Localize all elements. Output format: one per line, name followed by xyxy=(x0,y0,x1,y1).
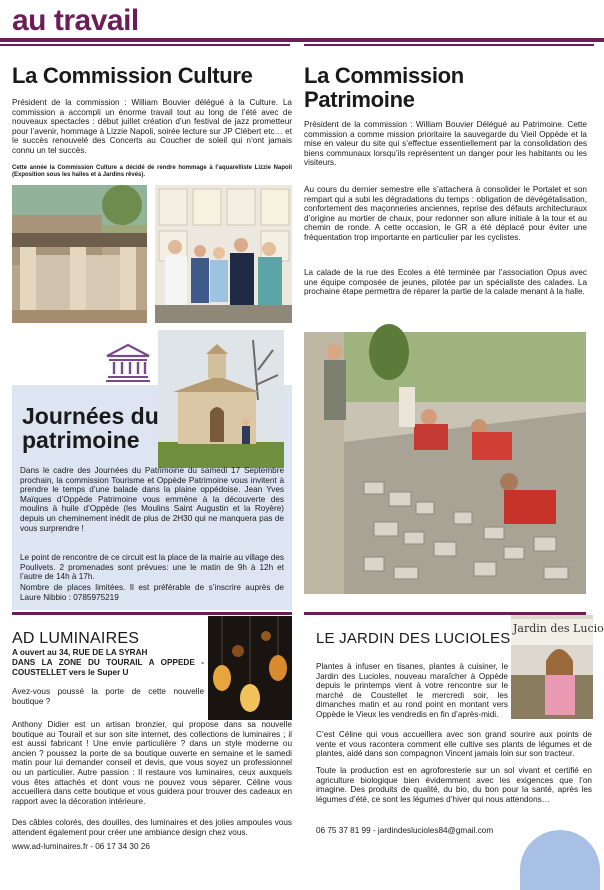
luminaires-paragraph-2-text: Anthony Didier est un artisan bronzier, qui propose dans sa nouvelle boutique au Tourail et sur son site internet, des collections de luminaires ; il est aussi fabricant ! Une envie particulière ? dans un style moderne ou ancien ? poussez la porte de sa boutique ouverte en semaine et le samedi matin pour lui demander conseil et devis, que vous soyez un professionnel ou un particulier. Autre passion : Il restaure vos luminaires, ceux auxquels vous êtes attachés et dont vous ne pouvez vous séparer. Céline vous accueillera dans cette boutique et vous guidera pour trouver des cadeaux en rapport avec la décoration intérieure. xyxy=(12,720,292,806)
journees-paragraph-2: Le point de rencontre de ce circuit est la place de la mairie au village des Poulivets. 2 promenades sont prévues: une le matin de 9h à 12h et l’autre de 14h à 17h. xyxy=(20,553,284,582)
journees-title-line1: Journées du xyxy=(22,403,159,429)
lamps-photo xyxy=(208,616,292,720)
patrimoine-paragraph-1: Président de la commission : William Bouvier Délégué au Patrimoine. Cette commission a comme mission prioritaire la sauvegarde du Vieil Oppède et la mise en valeur du site qui s’effectue essentiellement par la consolidation des biens communaux lorsqu’ils représentent un danger pour les habitants ou les visiteurs. xyxy=(304,120,587,168)
luminaires-paragraph-1: Avez-vous poussé la porte de cette nouvelle boutique ? xyxy=(12,687,204,706)
journees-paragraph-3: Nombre de places limitées. Il est préférable de s’inscrire auprès de Laure Nibbio : 0785975219 xyxy=(20,583,284,602)
luminaires-zone: DANS LA ZONE DU TOURAIL A OPPEDE - COUSTELLET vers le Super U xyxy=(12,658,204,677)
lucioles-contact: 06 75 37 81 99 - jardindeslucioles84@gmail.com xyxy=(316,826,494,835)
chapel-photo xyxy=(158,330,284,468)
patrimoine-title-line2: Patrimoine xyxy=(304,87,415,112)
culture-note: Cette année la Commission Culture a décidé de rendre hommage à l’aquarelliste Lizzie Napoli (Exposition sous les halles et à Jardins rêvés). xyxy=(12,165,292,178)
luminaires-paragraph-3: Des câbles colorés, des douilles, des luminaires et des jolies ampoules vous attendent également pour créer une ambiance design chez vous. xyxy=(12,818,292,837)
culture-title: La Commission Culture xyxy=(12,63,253,88)
luminaires-title: AD LUMINAIRES xyxy=(12,630,140,647)
lucioles-title: LE JARDIN DES LUCIOLES xyxy=(316,630,511,647)
section-title: au travail xyxy=(12,4,139,37)
journees-paragraph-1: Dans le cadre des Journées du Patrimoine du samedi 17 Septembre prochain, la commission Tourisme et Oppède Patrimoine vous invitent à prendre le temps d’une balade dans la plaine oppédoise. Jean Yves Maïques d’Oppède Patrimoine vous emmène à la découverte des moulins à huile d’Oppède (les Moulins Saint Augustin et la Royère) depuis un cheminement inédit de plus de 2H30 qui ne manquera pas de vous surprendre ! xyxy=(20,466,284,533)
lucioles-sign: Jardin des Lucio xyxy=(513,622,604,635)
calade-workers-photo xyxy=(304,332,586,594)
header-subrule-left xyxy=(0,44,290,46)
luminaires-address: A ouvert au 34, RUE DE LA SYRAH xyxy=(12,648,148,657)
village-photo xyxy=(12,185,147,323)
luminaires-contact: www.ad-luminaires.fr - 06 17 34 30 26 xyxy=(12,842,150,851)
patrimoine-title-line1: La Commission xyxy=(304,63,464,88)
corner-decoration xyxy=(520,830,600,890)
luminaires-paragraph-2 xyxy=(12,720,292,806)
journees-title-line2: patrimoine xyxy=(22,427,140,453)
temple-icon xyxy=(105,343,151,383)
group-photo xyxy=(155,185,292,323)
lucioles-paragraph-3: Toute la production est en agroforesterie sur un sol vivant et certifié en agriculture biologique bien évidemment avec les exigences que l’on imagine. Des produits de qualité, du bio, du bon pour la santé, après les légumes d’été, ce sont les légumes d’hiver qui nous attendons… xyxy=(316,766,592,804)
patrimoine-paragraph-3: La calade de la rue des Ecoles a été terminée par l’association Opus avec une équipe composée de jeunes, pilotée par un spécialiste des calades. La prochaine étape permettra de réparer la partie de la calade menant à la halle. xyxy=(304,268,587,297)
header-subrule-right xyxy=(304,44,594,46)
culture-body: Président de la commission : William Bouvier délégué à la Culture. La commission a accompli un énorme travail tout au long de l’été avec de nouveaux spectacles : début juillet création d’un festival de jazz prometteur pour l’avenir, hommage à Lizzie Napoli, soirée lecture sur JP Clébert etc… et le succès renouvelé des Concerts au Coucher de soleil qui n’ont jamais connu un tel succès. xyxy=(12,98,292,155)
lucioles-paragraph-2: C’est Céline qui vous accueillera avec son grand sourire aux points de vente et vous racontera comment elle cultive ses plants de légumes et de plantes, aidé dans son compagnon Vincent jamais loin sur son tracteur. xyxy=(316,730,592,759)
header-rule xyxy=(0,38,604,42)
lucioles-paragraph-1: Plantes à infuser en tisanes, plantes à cuisiner, le Jardin des Lucioles, nouveau maraîcher à Oppède depuis le printemps vient à votre rencontre sur le marché de Coustellet le mercredi soir, les dimanches matin et au rond point en montant vers Oppède le Vieux les vendredis en fin d’après-midi. xyxy=(316,662,508,719)
luminaires-rule xyxy=(12,612,292,615)
patrimoine-paragraph-2: Au cours du dernier semestre elle s’attachera à consolider le Portalet et son rempart qui a subi les dégradations du temps : obligation de dévégétalisation, confortement des maçonneries anciennes, reprise des défauts architecturaux d’origine au mortier de chaux, pour redonner son allure initiale à la tour et au chemin de ronde. A cette occasion, le GR a été déplacé pour éviter une fréquentation trop importante en particulier par les cyclistes. xyxy=(304,185,587,242)
